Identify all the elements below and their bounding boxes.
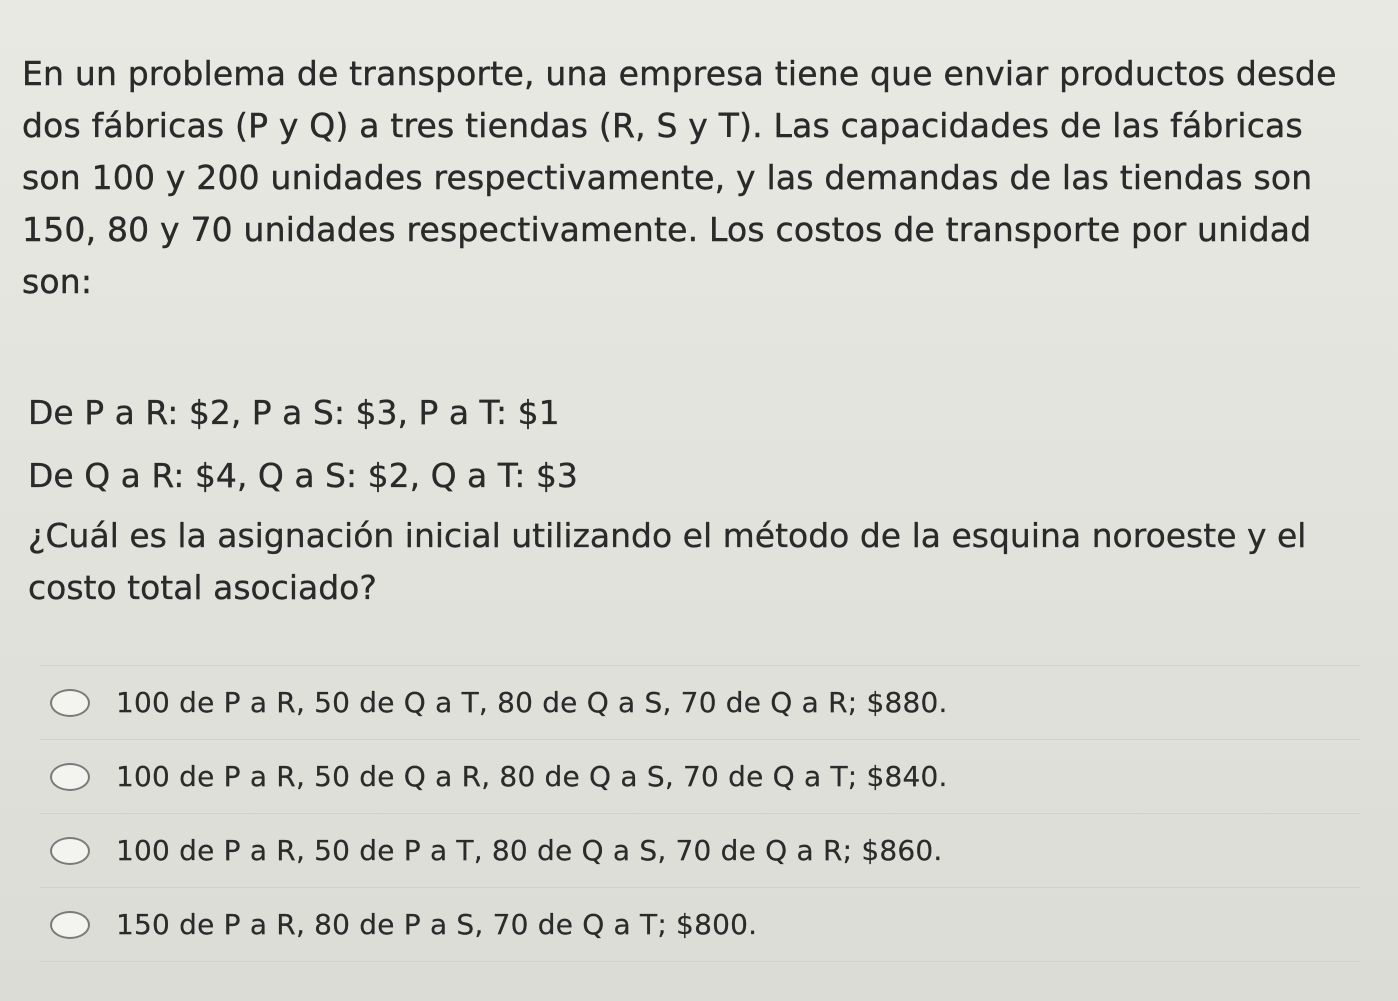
question-text: En un problema de transporte, una empresa tiene que enviar productos desde dos fábricas (P y Q) a tres tiendas (R, S y T). Las capacidades de las fábricas son 100 y 200 unidades respectivamente, y las demandas de las tiendas son 150, 80 y 70 unidades respectivamente. Los costos de transporte por unidad son: — [22, 54, 1337, 301]
answer-option-label: 100 de P a R, 50 de Q a T, 80 de Q a S, 70 de Q a R; $880. — [116, 686, 948, 719]
question-block — [22, 48, 1372, 607]
answer-option-4[interactable] — [40, 887, 1360, 962]
radio-button-4[interactable] — [50, 911, 90, 939]
costs-from-p: De P a R: $2, P a S: $3, P a T: $1 — [28, 393, 560, 432]
answer-option-label: 150 de P a R, 80 de P a S, 70 de Q a T; $800. — [116, 908, 758, 941]
answer-option-2[interactable] — [40, 739, 1360, 813]
question-prompt: ¿Cuál es la asignación inicial utilizando el método de la esquina noroeste y el costo total asociado? — [28, 516, 1307, 607]
answer-option-1[interactable] — [40, 665, 1360, 739]
answer-option-label: 100 de P a R, 50 de P a T, 80 de Q a S, 70 de Q a R; $860. — [116, 834, 943, 867]
radio-button-1[interactable] — [50, 689, 90, 717]
answer-option-label: 100 de P a R, 50 de Q a R, 80 de Q a S, 70 de Q a T; $840. — [116, 760, 948, 793]
answer-options — [40, 665, 1360, 962]
costs-from-q: De Q a R: $4, Q a S: $2, Q a T: $3 — [28, 456, 578, 495]
answer-option-3[interactable] — [40, 813, 1360, 887]
radio-button-2[interactable] — [50, 763, 90, 791]
radio-button-3[interactable] — [50, 837, 90, 865]
